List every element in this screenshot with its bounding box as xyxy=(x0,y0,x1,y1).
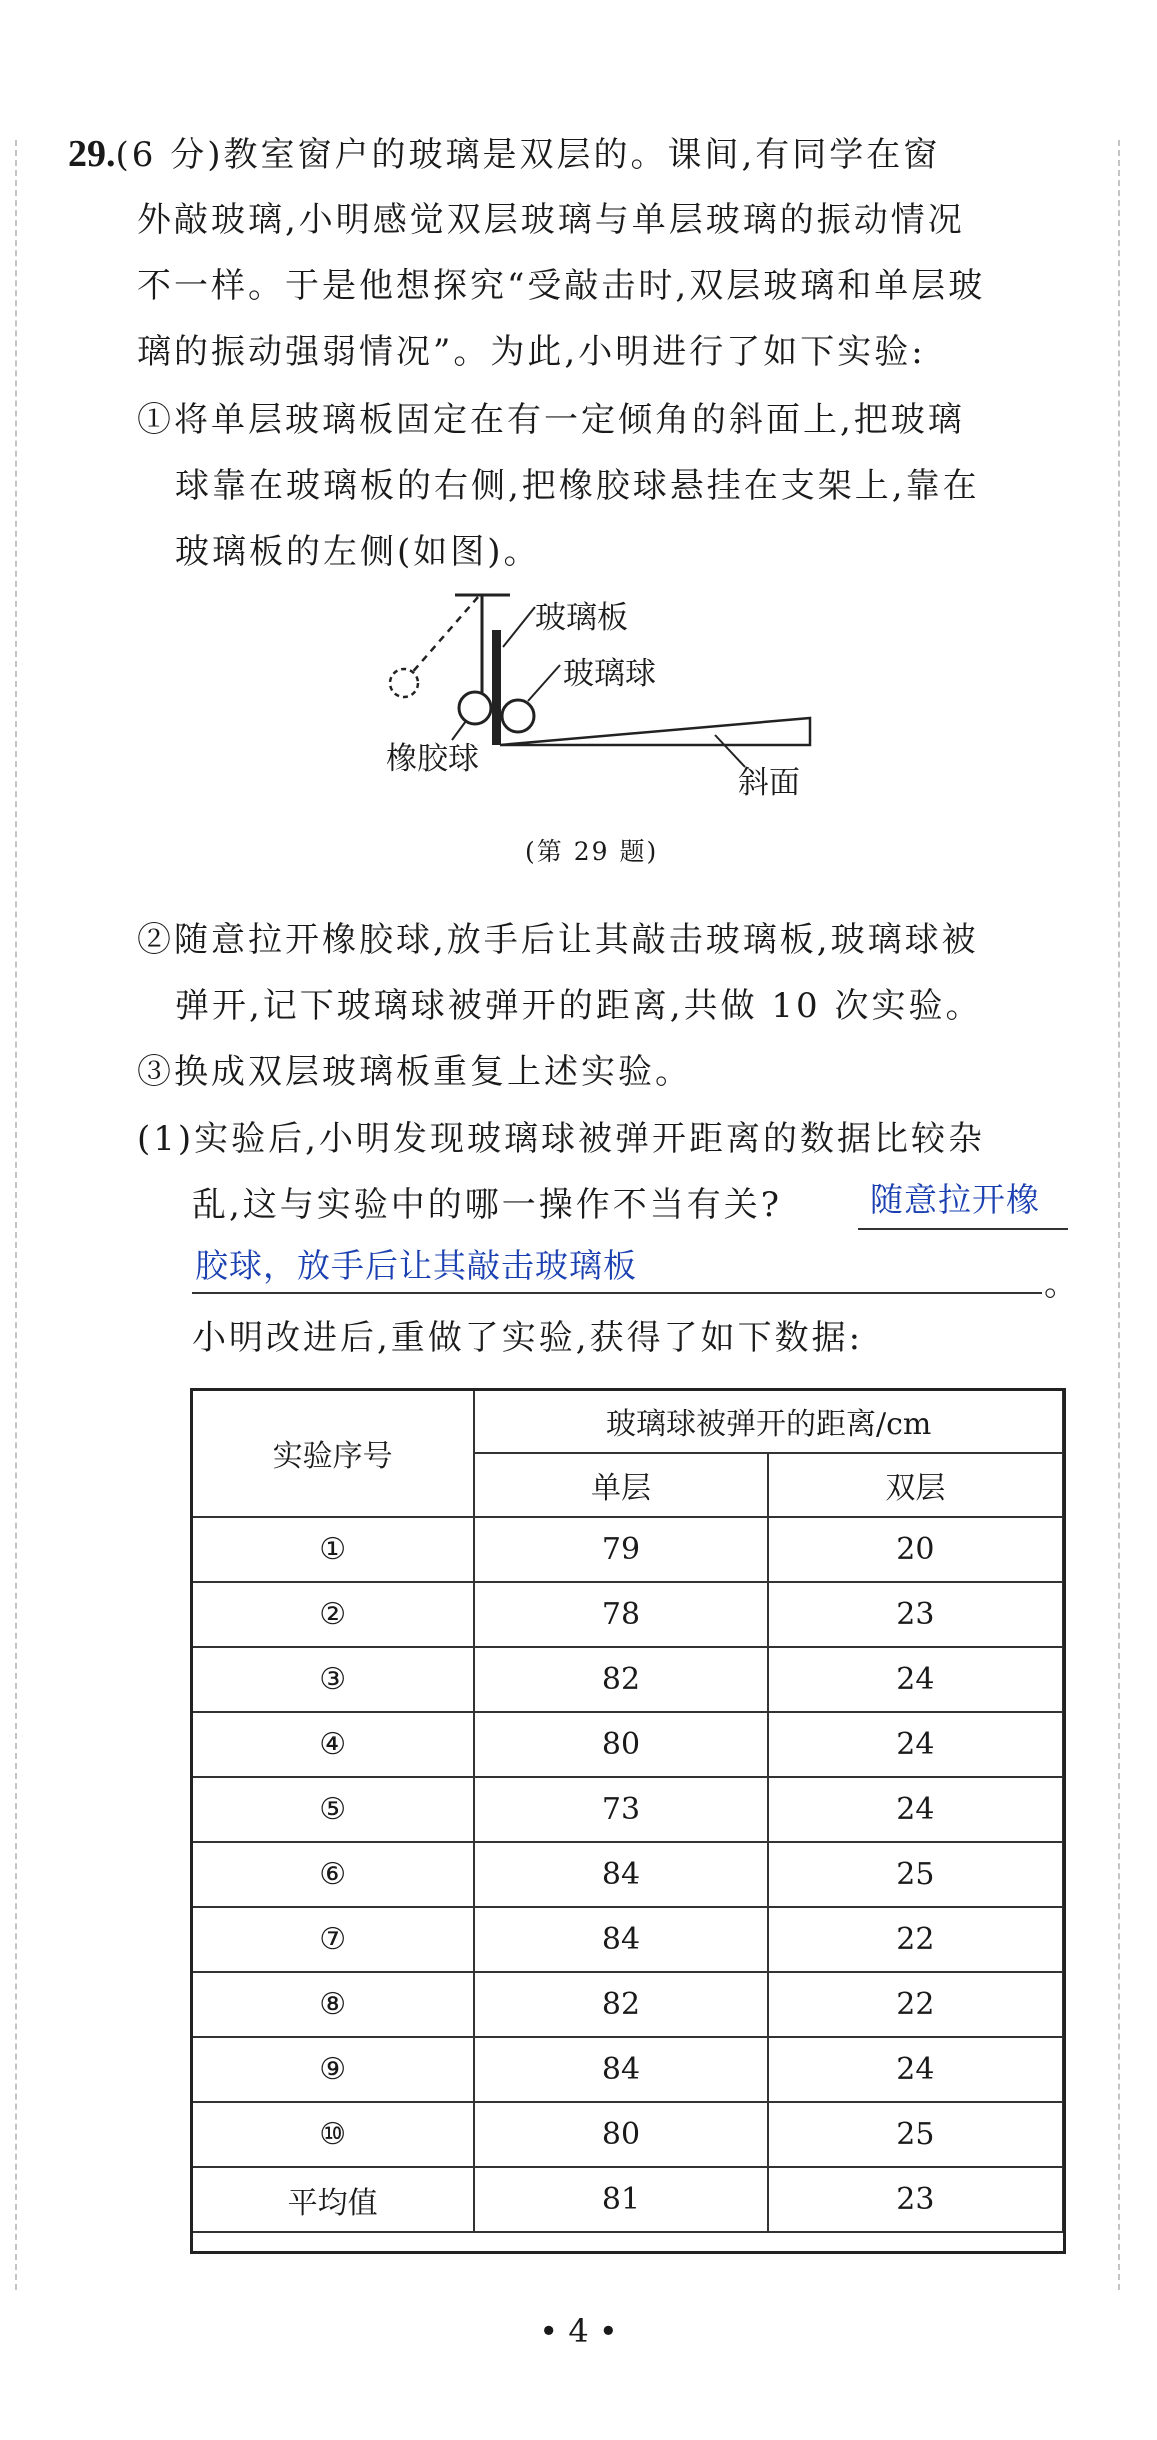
glass-ball xyxy=(502,700,534,732)
table-row: ⑤ 73 24 xyxy=(191,1777,1063,1842)
rubber-ball-pulled xyxy=(390,669,418,697)
answer-text-2: 胶球，放手后让其敲击玻璃板 xyxy=(195,1246,637,1285)
table-row: ⑥ 84 25 xyxy=(191,1842,1063,1907)
question-line-1: 29.(6 分)教室窗户的玻璃是双层的。课间,有同学在窗 xyxy=(68,133,941,175)
answer-text-1: 随意拉开橡 xyxy=(870,1180,1040,1219)
right-dashed-margin xyxy=(1118,140,1120,2290)
label-rubber-ball: 橡胶球 xyxy=(386,741,479,777)
table-row: ⑩ 80 25 xyxy=(191,2102,1063,2167)
header-distance: 玻璃球被弹开的距离/cm xyxy=(474,1389,1063,1453)
table-row: ⑧ 82 22 xyxy=(191,1972,1063,2037)
answer-blank-2 xyxy=(192,1292,1042,1294)
glass-plate xyxy=(492,630,501,745)
part1-line-2: 乱,这与实验中的哪一操作不当有关? xyxy=(192,1185,783,1225)
step1-line-2: 球靠在玻璃板的右侧,把橡胶球悬挂在支架上,靠在 xyxy=(175,466,980,506)
step2-line-1: ②随意拉开橡胶球,放手后让其敲击玻璃板,玻璃球被 xyxy=(137,920,979,960)
question-line-2: 外敲玻璃,小明感觉双层玻璃与单层玻璃的振动情况 xyxy=(137,200,965,240)
slope xyxy=(500,718,810,745)
table-row: ⑨ 84 24 xyxy=(191,2037,1063,2102)
header-trial: 实验序号 xyxy=(191,1389,474,1517)
glass-ball-pointer xyxy=(528,665,560,701)
table-row: ④ 80 24 xyxy=(191,1712,1063,1777)
question-number: 29. xyxy=(68,133,116,175)
data-table xyxy=(190,1388,1064,2233)
page-number: • 4 • xyxy=(539,2312,618,2350)
question-line-4: 璃的振动强弱情况”。为此,小明进行了如下实验: xyxy=(137,332,926,372)
header-double: 双层 xyxy=(768,1453,1063,1517)
table-row: ⑦ 84 22 xyxy=(191,1907,1063,1972)
label-glass-ball: 玻璃球 xyxy=(563,656,656,692)
left-dashed-margin xyxy=(15,140,17,2290)
table-row: ① 79 20 xyxy=(191,1517,1063,1582)
question-line-3: 不一样。于是他想探究“受敲击时,双层玻璃和单层玻 xyxy=(137,266,986,306)
swing-path xyxy=(410,597,478,675)
figure-caption: (第 29 题) xyxy=(525,837,659,866)
step2-line-2: 弹开,记下玻璃球被弹开的距离,共做 10 次实验。 xyxy=(175,986,983,1026)
step1-line-1: ①将单层玻璃板固定在有一定倾角的斜面上,把玻璃 xyxy=(137,400,965,440)
table-row-average: 平均值 81 23 xyxy=(191,2167,1063,2232)
rubber-ball xyxy=(459,692,491,724)
part1-line-1: (1)实验后,小明发现玻璃球被弹开距离的数据比较杂 xyxy=(137,1119,985,1159)
table-row: ② 78 23 xyxy=(191,1582,1063,1647)
label-glass-plate: 玻璃板 xyxy=(535,600,628,636)
table-row: ③ 82 24 xyxy=(191,1647,1063,1712)
step1-line-3: 玻璃板的左侧(如图)。 xyxy=(175,532,541,572)
step3-line: ③换成双层玻璃板重复上述实验。 xyxy=(137,1052,692,1092)
header-single: 单层 xyxy=(474,1453,767,1517)
after-text: 小明改进后,重做了实验,获得了如下数据: xyxy=(192,1318,864,1358)
answer-blank-1 xyxy=(858,1228,1068,1230)
part1-end-mark: 。 xyxy=(1044,1264,1081,1304)
glass-plate-pointer xyxy=(503,607,535,647)
label-slope: 斜面 xyxy=(738,765,800,801)
